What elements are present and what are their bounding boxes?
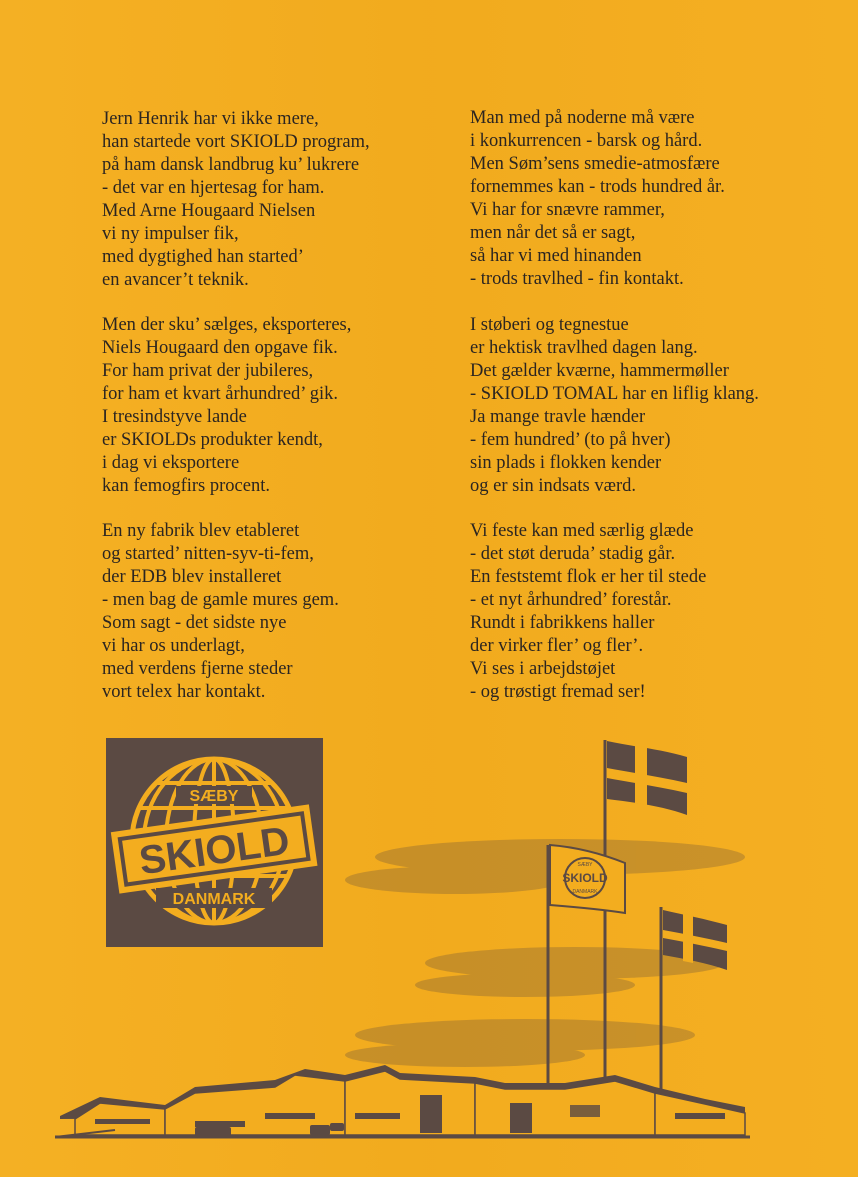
factory-with-flags-illustration bbox=[55, 735, 755, 1145]
poem-line: er SKIOLDs produkter kendt, bbox=[102, 430, 323, 450]
poem-line: og started’ nitten-syv-ti-fem, bbox=[102, 544, 314, 564]
poem-line: - SKIOLD TOMAL har en liflig klang. bbox=[470, 384, 759, 404]
poem-line: Med Arne Hougaard Nielsen bbox=[102, 201, 316, 221]
logo-top-text: SÆBY bbox=[189, 788, 239, 805]
poem-line: med dygtighed han started’ bbox=[102, 247, 304, 267]
poem-line: men når det så er sagt, bbox=[470, 223, 636, 243]
poem-line: med verdens fjerne steder bbox=[102, 659, 293, 679]
poem-line: der virker fler’ og fler’. bbox=[470, 636, 644, 656]
poem-line: Vi har for snævre rammer, bbox=[470, 200, 665, 220]
poem-line: - det var en hjertesag for ham. bbox=[102, 178, 325, 198]
poem-line: Men Søm’sens smedie-atmosfære bbox=[470, 154, 720, 174]
poem-line: I tresindstyve lande bbox=[102, 407, 247, 427]
poem-line: - men bag de gamle mures gem. bbox=[102, 590, 339, 610]
poem-line: i dag vi eksportere bbox=[102, 453, 240, 473]
poem-line: Vi feste kan med særlig glæde bbox=[470, 521, 694, 541]
logo-bottom-text: DANMARK bbox=[172, 891, 256, 908]
flag-logo-bottom: DANMARK bbox=[572, 889, 598, 895]
poem-line: I støberi og tegnestue bbox=[470, 315, 629, 335]
danish-flag-icon bbox=[607, 741, 687, 815]
poem-stanza-right-3 bbox=[470, 520, 706, 704]
poem-line: fornemmes kan - trods hundred år. bbox=[470, 177, 725, 197]
poem-stanza-right-2 bbox=[470, 314, 759, 498]
poem-line: Jern Henrik har vi ikke mere, bbox=[102, 109, 319, 129]
poem-line: En ny fabrik blev etableret bbox=[102, 521, 300, 541]
logo-brand-text: SKIOLD bbox=[136, 818, 293, 884]
poem-line: vort telex har kontakt. bbox=[102, 682, 266, 702]
poem-line: - trods travlhed - fin kontakt. bbox=[470, 269, 684, 289]
poem-line: Rundt i fabrikkens haller bbox=[470, 613, 655, 633]
poem-line: - og trøstigt fremad ser! bbox=[470, 682, 646, 702]
poem-line: Det gælder kværne, hammermøller bbox=[470, 361, 729, 381]
poem-line: i konkurrencen - barsk og hård. bbox=[470, 131, 703, 151]
poem-line: - et nyt århundred’ forestår. bbox=[470, 590, 672, 610]
poem-line: for ham et kvart århundred’ gik. bbox=[102, 384, 338, 404]
poem-line: - det støt deruda’ stadig går. bbox=[470, 544, 676, 564]
poem-line: så har vi med hinanden bbox=[470, 246, 642, 266]
poem-line: - fem hundred’ (to på hver) bbox=[470, 430, 671, 450]
flag-logo-top: SÆBY bbox=[577, 862, 593, 868]
poem-line: vi har os underlagt, bbox=[102, 636, 245, 656]
poem-stanza-left-2 bbox=[102, 314, 351, 498]
poem-line: Man med på noderne må være bbox=[470, 108, 695, 128]
poem-line: Men der sku’ sælges, eksporteres, bbox=[102, 315, 352, 335]
poem-line: For ham privat der jubileres, bbox=[102, 361, 314, 381]
poem-line: på ham dansk landbrug ku’ lukrere bbox=[102, 155, 360, 175]
poem-line: Vi ses i arbejdstøjet bbox=[470, 659, 616, 679]
poem-stanza-left-3 bbox=[102, 520, 339, 704]
poem-line: sin plads i flokken kender bbox=[470, 453, 662, 473]
flag-logo-brand: SKIOLD bbox=[562, 871, 608, 885]
factory-illustration bbox=[55, 735, 755, 1145]
poem-line: En feststemt flok er her til stede bbox=[470, 567, 707, 587]
poem-line: og er sin indsats værd. bbox=[470, 476, 636, 496]
poem-line: der EDB blev installeret bbox=[102, 567, 282, 587]
poem-stanza-right-1 bbox=[470, 107, 725, 291]
poem-stanza-left-1 bbox=[102, 108, 370, 292]
poem-line: han startede vort SKIOLD program, bbox=[102, 132, 370, 152]
poem-line: vi ny impulser fik, bbox=[102, 224, 239, 244]
poem-line: Ja mange travle hænder bbox=[470, 407, 646, 427]
poem-line: er hektisk travlhed dagen lang. bbox=[470, 338, 698, 358]
poem-line: Som sagt - det sidste nye bbox=[102, 613, 287, 633]
poem-line: en avancer’t teknik. bbox=[102, 270, 249, 290]
poem-line: kan femogfirs procent. bbox=[102, 476, 270, 496]
poem-line: Niels Hougaard den opgave fik. bbox=[102, 338, 338, 358]
